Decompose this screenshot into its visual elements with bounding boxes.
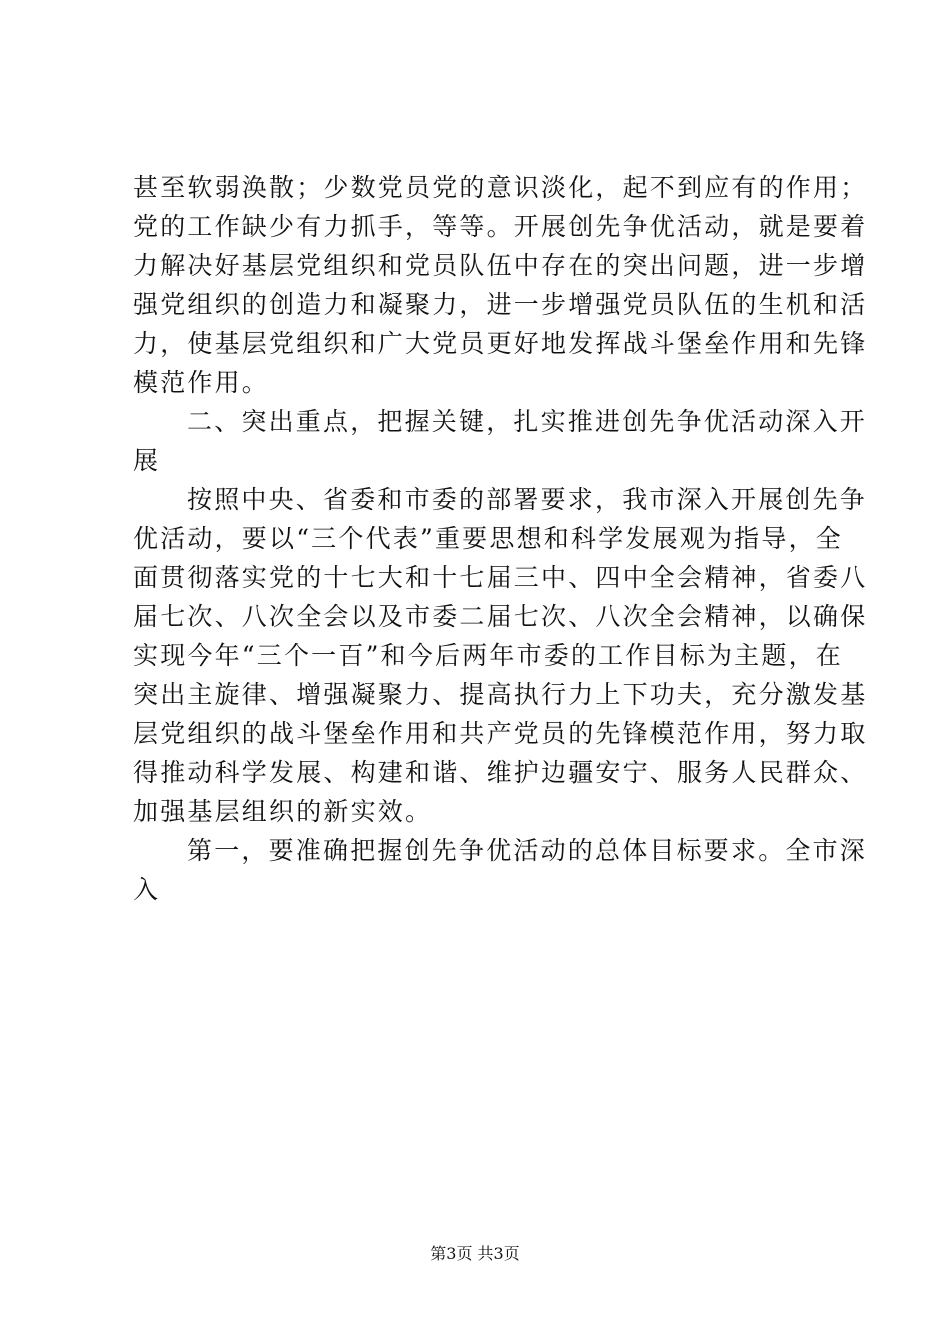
section-heading: 二、突出重点，把握关键，扎实推进创先争优活动深入开 bbox=[187, 407, 868, 436]
text-line: 模范作用。 bbox=[133, 368, 270, 397]
text-line: 入 bbox=[133, 875, 161, 904]
text-line: 突出主旋律、增强凝聚力、提高执行力上下功夫，充分激发基 bbox=[133, 680, 868, 709]
text-line: 层党组织的战斗堡垒作用和共产党员的先锋模范作用，努力取 bbox=[133, 719, 868, 748]
text-line: 得推动科学发展、构建和谐、维护边疆安宁、服务人民群众、 bbox=[133, 758, 868, 787]
text-line: 甚至软弱涣散；少数党员党的意识淡化，起不到应有的作用； bbox=[133, 173, 868, 202]
text-line: 加强基层组织的新实效。 bbox=[133, 797, 433, 826]
section-heading-continuation: 展 bbox=[133, 446, 161, 475]
page-footer bbox=[0, 1243, 950, 1265]
text-line: 按照中央、省委和市委的部署要求，我市深入开展创先争 bbox=[187, 485, 868, 514]
text-line: 第一，要准确把握创先争优活动的总体目标要求。全市深 bbox=[187, 836, 868, 865]
text-line: 优活动，要以“三个代表”重要思想和科学发展观为指导，全 bbox=[133, 524, 843, 553]
document-body bbox=[133, 168, 868, 909]
text-line: 强党组织的创造力和凝聚力，进一步增强党员队伍的生机和活 bbox=[133, 290, 868, 319]
text-line: 力，使基层党组织和广大党员更好地发挥战斗堡垒作用和先锋 bbox=[133, 329, 868, 358]
page-number: 第3页 共3页 bbox=[430, 1244, 520, 1263]
text-line: 届七次、八次全会以及市委二届七次、八次全会精神，以确保 bbox=[133, 602, 868, 631]
text-line: 党的工作缺少有力抓手，等等。开展创先争优活动，就是要着 bbox=[133, 212, 868, 241]
text-line: 实现今年“三个一百”和今后两年市委的工作目标为主题，在 bbox=[133, 641, 843, 670]
text-line: 面贯彻落实党的十七大和十七届三中、四中全会精神，省委八 bbox=[133, 563, 868, 592]
text-line: 力解决好基层党组织和党员队伍中存在的突出问题，进一步增 bbox=[133, 251, 868, 280]
